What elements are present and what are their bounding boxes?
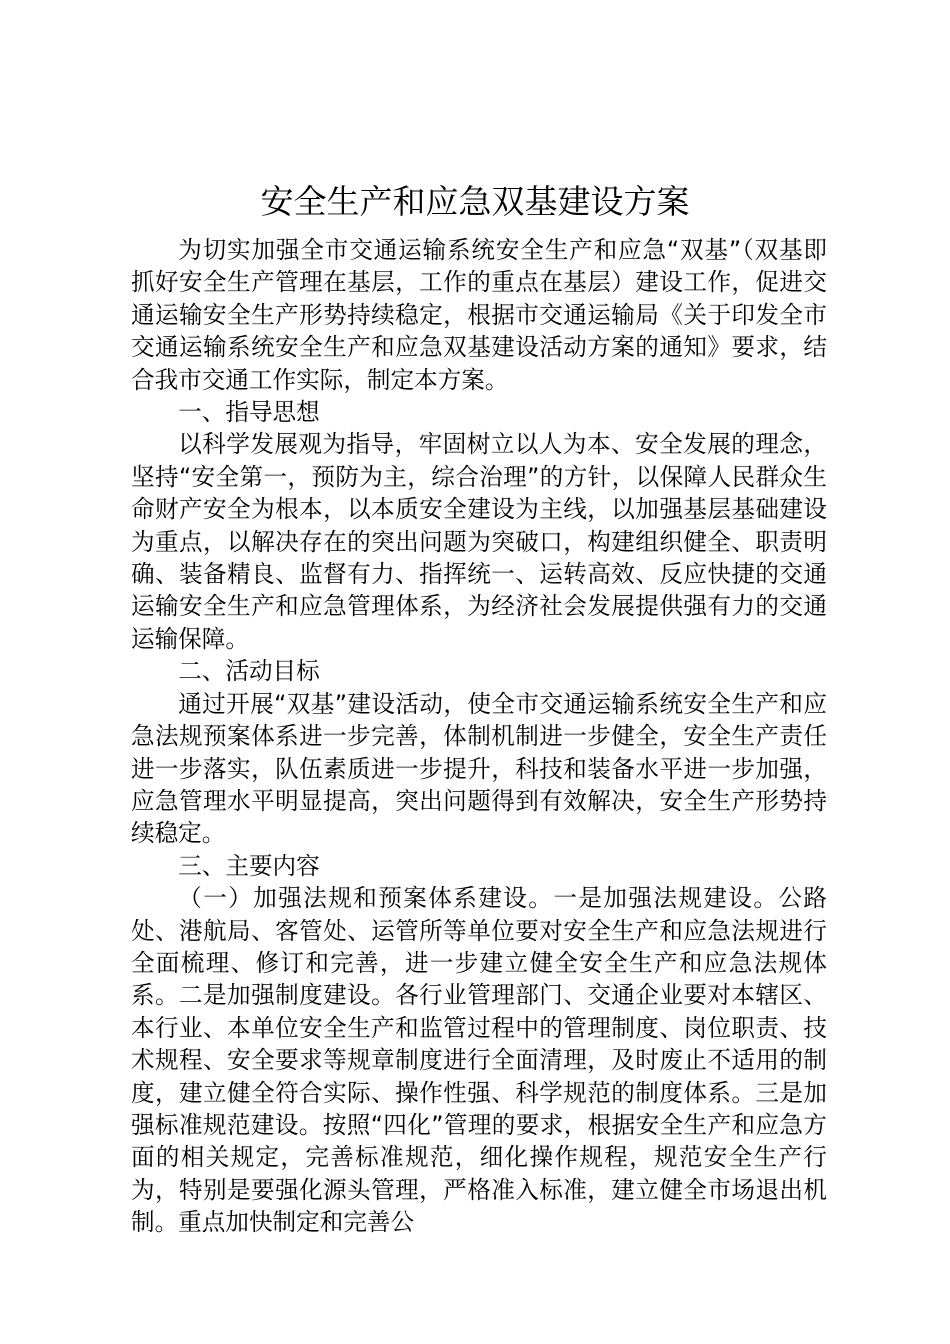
- document-body: [131, 234, 827, 1239]
- section-heading-activity-goals: 二、活动目标: [178, 657, 320, 686]
- section-heading-main-content: 三、主要内容: [178, 851, 320, 880]
- section-heading-guiding-ideology: 一、指导思想: [178, 398, 320, 427]
- guiding-ideology-paragraph: 以科学发展观为指导，牢固树立以人为本、安全发展的理念，坚持“安全第一，预防为主，综合治理”的方针，以保障人民群众生命财产安全为根本，以本质安全建设为主线，以加强基层基础建设为重点，以解决存在的突出问题为突破口，构建组织健全、职责明确、装备精良、监督有力、指挥统一、运转高效、反应快捷的交通运输安全生产和应急管理体系，为经济社会发展提供强有力的交通运输保障。: [131, 430, 827, 653]
- intro-paragraph: 为切实加强全市交通运输系统安全生产和应急“双基”（双基即抓好安全生产管理在基层，工作的重点在基层）建设工作，促进交通运输安全生产形势持续稳定，根据市交通运输局《关于印发全市交通运输系统安全生产和应急双基建设活动方案的通知》要求，结合我市交通工作实际，制定本方案。: [131, 236, 827, 394]
- document-title: 安全生产和应急双基建设方案: [260, 182, 690, 221]
- activity-goals-paragraph: 通过开展“双基”建设活动，使全市交通运输系统安全生产和应急法规预案体系进一步完善，体制机制进一步健全，安全生产责任进一步落实，队伍素质进一步提升，科技和装备水平进一步加强，应急管理水平明显提高，突出问题得到有效解决，安全生产形势持续稳定。: [131, 689, 827, 848]
- main-content-paragraph: （一）加强法规和预案体系建设。一是加强法规建设。公路处、港航局、客管处、运管所等单位要对安全生产和应急法规进行全面梳理、修订和完善，进一步建立健全安全生产和应急法规体系。二是加强制度建设。各行业管理部门、交通企业要对本辖区、本行业、本单位安全生产和监管过程中的管理制度、岗位职责、技术规程、安全要求等规章制度进行全面清理，及时废止不适用的制度，建立健全符合实际、操作性强、科学规范的制度体系。三是加强标准规范建设。按照“四化”管理的要求，根据安全生产和应急方面的相关规定，完善标准规范，细化操作规程，规范安全生产行为，特别是要强化源头管理，严格准入标准，建立健全市场退出机制。重点加快制定和完善公: [131, 884, 827, 1237]
